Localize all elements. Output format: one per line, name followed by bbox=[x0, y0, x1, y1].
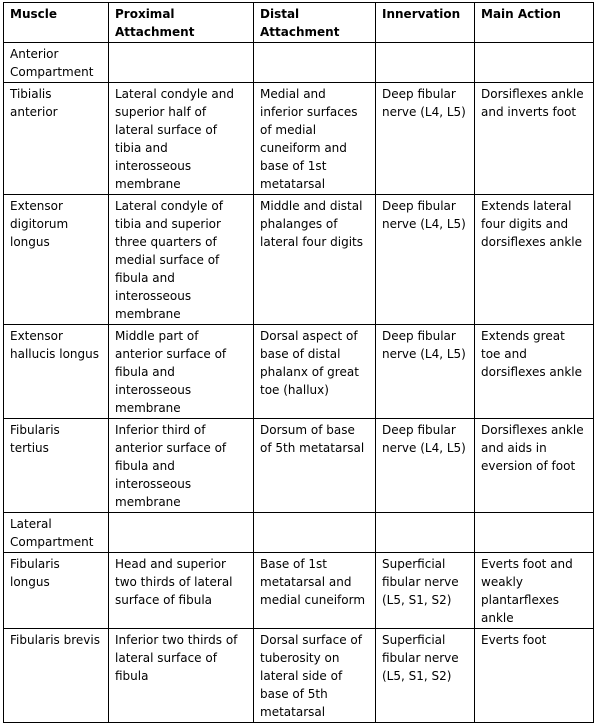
innervation-cell: Superficial fibular nerve (L5, S1, S2) bbox=[376, 629, 475, 723]
distal-cell: Dorsal aspect of base of distal phalanx of great toe (hallux) bbox=[254, 325, 376, 419]
action-cell: Extends lateral four digits and dorsiflexes ankle bbox=[475, 195, 594, 325]
innervation-cell: Deep fibular nerve (L4, L5) bbox=[376, 195, 475, 325]
empty-cell bbox=[475, 43, 594, 83]
innervation-cell: Superficial fibular nerve (L5, S1, S2) bbox=[376, 553, 475, 629]
innervation-cell: Deep fibular nerve (L4, L5) bbox=[376, 419, 475, 513]
proximal-cell: Lateral condyle and superior half of lateral surface of tibia and interosseous membrane bbox=[109, 83, 254, 195]
empty-cell bbox=[254, 43, 376, 83]
distal-cell: Base of 1st metatarsal and medial cuneiform bbox=[254, 553, 376, 629]
action-cell: Extends great toe and dorsiflexes ankle bbox=[475, 325, 594, 419]
header-innervation: Innervation bbox=[376, 3, 475, 43]
muscle-cell: Tibialis anterior bbox=[4, 83, 109, 195]
muscle-cell: Extensor digitorum longus bbox=[4, 195, 109, 325]
empty-cell bbox=[376, 513, 475, 553]
proximal-cell: Middle part of anterior surface of fibula and interosseous membrane bbox=[109, 325, 254, 419]
muscle-cell: Fibularis tertius bbox=[4, 419, 109, 513]
distal-cell: Middle and distal phalanges of lateral four digits bbox=[254, 195, 376, 325]
section-label-lateral: Lateral Compartment bbox=[4, 513, 109, 553]
muscle-table bbox=[3, 2, 594, 723]
distal-cell: Medial and inferior surfaces of medial cuneiform and base of 1st metatarsal bbox=[254, 83, 376, 195]
distal-cell: Dorsal surface of tuberosity on lateral side of base of 5th metatarsal bbox=[254, 629, 376, 723]
header-distal-attachment: Distal Attachment bbox=[254, 3, 376, 43]
table-row bbox=[4, 419, 594, 513]
section-row-anterior bbox=[4, 43, 594, 83]
muscle-cell: Fibularis brevis bbox=[4, 629, 109, 723]
proximal-cell: Lateral condyle of tibia and superior three quarters of medial surface of fibula and interosseous membrane bbox=[109, 195, 254, 325]
empty-cell bbox=[109, 513, 254, 553]
action-cell: Everts foot and weakly plantarflexes ankle bbox=[475, 553, 594, 629]
empty-cell bbox=[254, 513, 376, 553]
muscle-cell: Extensor hallucis longus bbox=[4, 325, 109, 419]
empty-cell bbox=[475, 513, 594, 553]
innervation-cell: Deep fibular nerve (L4, L5) bbox=[376, 325, 475, 419]
empty-cell bbox=[109, 43, 254, 83]
proximal-cell: Inferior third of anterior surface of fibula and interosseous membrane bbox=[109, 419, 254, 513]
proximal-cell: Head and superior two thirds of lateral surface of fibula bbox=[109, 553, 254, 629]
innervation-cell: Deep fibular nerve (L4, L5) bbox=[376, 83, 475, 195]
table-row bbox=[4, 629, 594, 723]
distal-cell: Dorsum of base of 5th metatarsal bbox=[254, 419, 376, 513]
proximal-cell: Inferior two thirds of lateral surface of fibula bbox=[109, 629, 254, 723]
section-label-anterior: Anterior Compartment bbox=[4, 43, 109, 83]
action-cell: Dorsiflexes ankle and aids in eversion of foot bbox=[475, 419, 594, 513]
empty-cell bbox=[376, 43, 475, 83]
header-row bbox=[4, 3, 594, 43]
muscle-cell: Fibularis longus bbox=[4, 553, 109, 629]
header-proximal-attachment: Proximal Attachment bbox=[109, 3, 254, 43]
action-cell: Everts foot bbox=[475, 629, 594, 723]
header-main-action: Main Action bbox=[475, 3, 594, 43]
table-row bbox=[4, 83, 594, 195]
action-cell: Dorsiflexes ankle and inverts foot bbox=[475, 83, 594, 195]
table-row bbox=[4, 325, 594, 419]
table-row bbox=[4, 195, 594, 325]
header-muscle: Muscle bbox=[4, 3, 109, 43]
table-row bbox=[4, 553, 594, 629]
section-row-lateral bbox=[4, 513, 594, 553]
